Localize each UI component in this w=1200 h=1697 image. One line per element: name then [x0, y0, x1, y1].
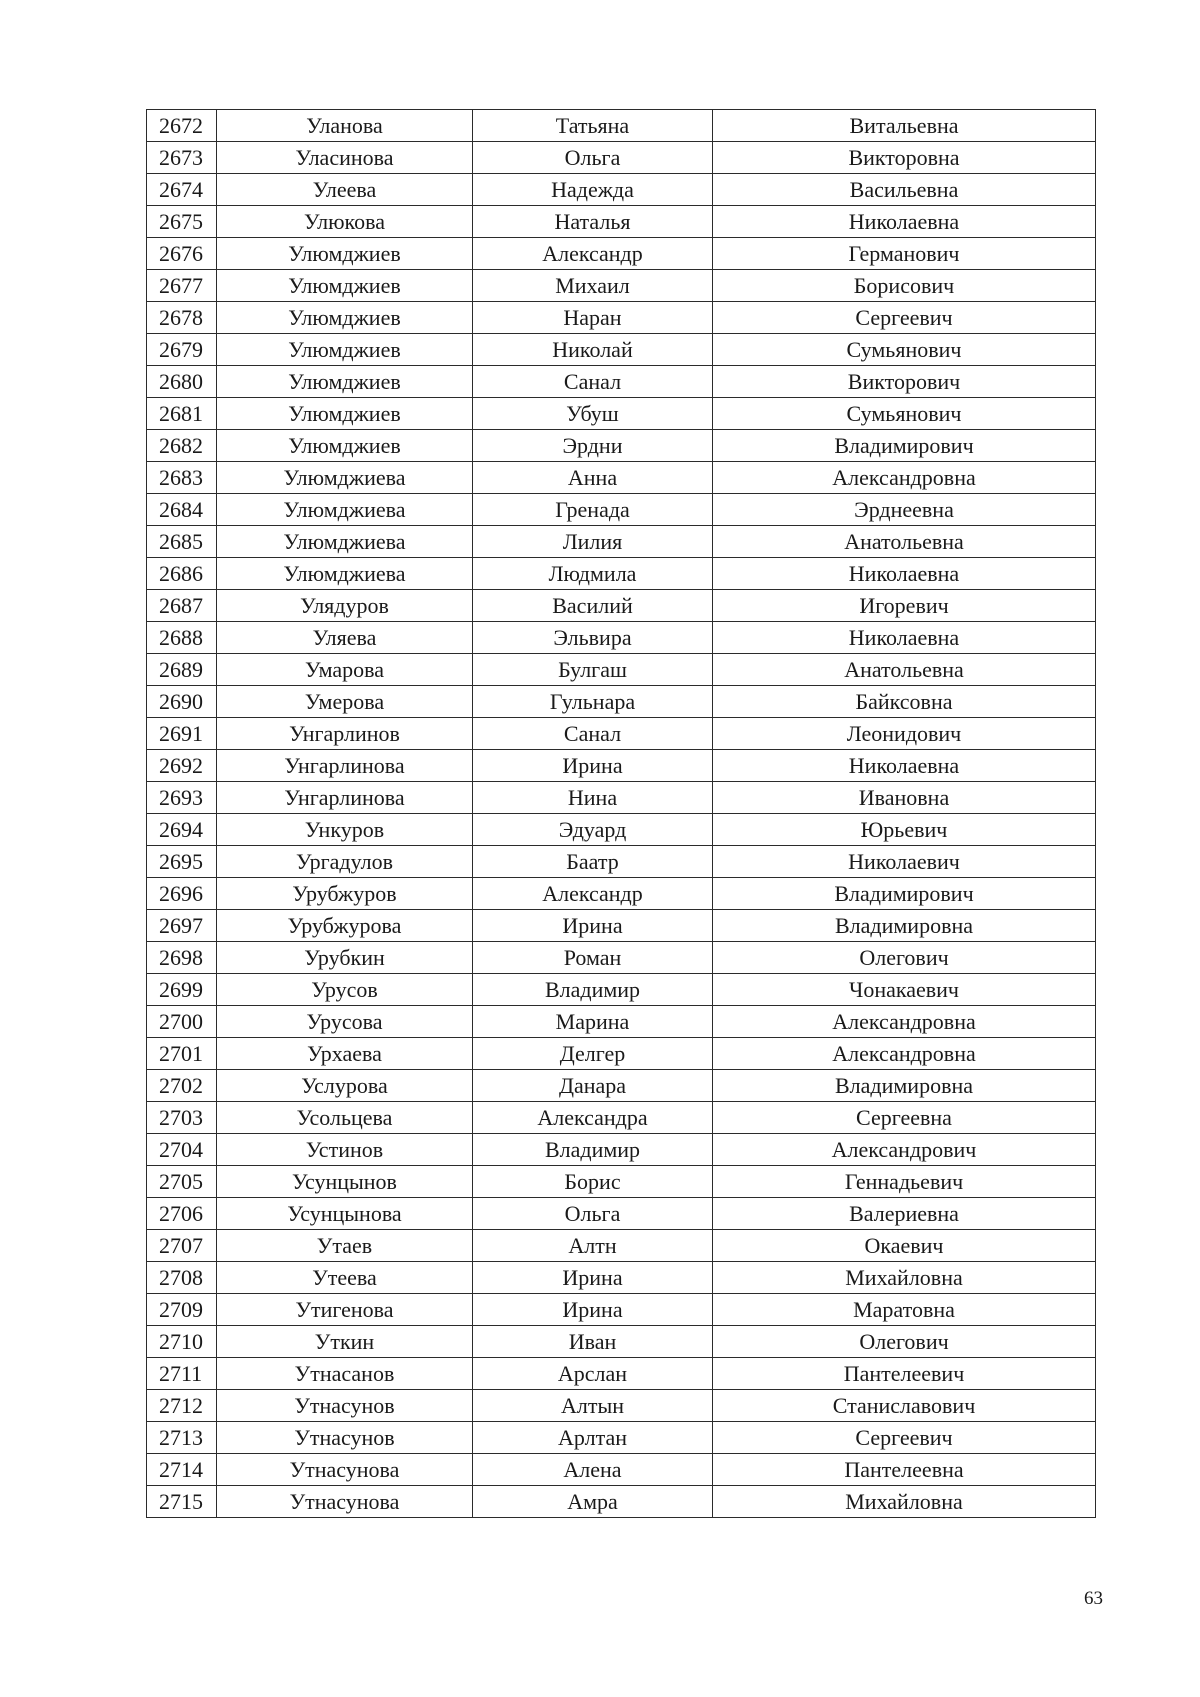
row-number-cell: 2714 [147, 1454, 217, 1486]
last-name-cell: Утаев [217, 1230, 473, 1262]
first-name-cell: Михаил [473, 270, 713, 302]
last-name-cell: Улюмджиев [217, 366, 473, 398]
first-name-cell: Данара [473, 1070, 713, 1102]
patronymic-cell: Сергеевна [713, 1102, 1096, 1134]
patronymic-cell: Сергеевич [713, 302, 1096, 334]
last-name-cell: Улеева [217, 174, 473, 206]
patronymic-cell: Николаевна [713, 750, 1096, 782]
row-number-cell: 2677 [147, 270, 217, 302]
table-row [147, 622, 1096, 654]
roster-body [147, 110, 1096, 1518]
patronymic-cell: Олегович [713, 1326, 1096, 1358]
table-row [147, 1198, 1096, 1230]
patronymic-cell: Васильевна [713, 174, 1096, 206]
patronymic-cell: Владимировна [713, 1070, 1096, 1102]
first-name-cell: Борис [473, 1166, 713, 1198]
patronymic-cell: Пантелеевич [713, 1358, 1096, 1390]
table-row [147, 1390, 1096, 1422]
table-row [147, 430, 1096, 462]
patronymic-cell: Борисович [713, 270, 1096, 302]
first-name-cell: Марина [473, 1006, 713, 1038]
table-row [147, 366, 1096, 398]
patronymic-cell: Валериевна [713, 1198, 1096, 1230]
patronymic-cell: Александровна [713, 1038, 1096, 1070]
table-row [147, 846, 1096, 878]
table-row [147, 686, 1096, 718]
first-name-cell: Александр [473, 878, 713, 910]
table-row [147, 1486, 1096, 1518]
patronymic-cell: Витальевна [713, 110, 1096, 142]
patronymic-cell: Николаевна [713, 558, 1096, 590]
row-number-cell: 2692 [147, 750, 217, 782]
first-name-cell: Ольга [473, 142, 713, 174]
last-name-cell: Услурова [217, 1070, 473, 1102]
patronymic-cell: Александрович [713, 1134, 1096, 1166]
table-row [147, 1102, 1096, 1134]
row-number-cell: 2704 [147, 1134, 217, 1166]
patronymic-cell: Николаевич [713, 846, 1096, 878]
row-number-cell: 2707 [147, 1230, 217, 1262]
row-number-cell: 2683 [147, 462, 217, 494]
row-number-cell: 2702 [147, 1070, 217, 1102]
last-name-cell: Улядуров [217, 590, 473, 622]
patronymic-cell: Сумьянович [713, 398, 1096, 430]
table-row [147, 878, 1096, 910]
table-row [147, 270, 1096, 302]
table-row [147, 1294, 1096, 1326]
patronymic-cell: Анатольевна [713, 654, 1096, 686]
first-name-cell: Эдуард [473, 814, 713, 846]
last-name-cell: Устинов [217, 1134, 473, 1166]
patronymic-cell: Викторовна [713, 142, 1096, 174]
patronymic-cell: Александровна [713, 1006, 1096, 1038]
first-name-cell: Роман [473, 942, 713, 974]
row-number-cell: 2696 [147, 878, 217, 910]
first-name-cell: Алтын [473, 1390, 713, 1422]
first-name-cell: Надежда [473, 174, 713, 206]
first-name-cell: Ольга [473, 1198, 713, 1230]
table-row [147, 1454, 1096, 1486]
last-name-cell: Уласинова [217, 142, 473, 174]
table-row [147, 1358, 1096, 1390]
last-name-cell: Улюмджиева [217, 526, 473, 558]
last-name-cell: Утнасунова [217, 1454, 473, 1486]
first-name-cell: Наталья [473, 206, 713, 238]
row-number-cell: 2673 [147, 142, 217, 174]
last-name-cell: Улюкова [217, 206, 473, 238]
first-name-cell: Гренада [473, 494, 713, 526]
row-number-cell: 2706 [147, 1198, 217, 1230]
row-number-cell: 2698 [147, 942, 217, 974]
last-name-cell: Улюмджиев [217, 430, 473, 462]
last-name-cell: Усольцева [217, 1102, 473, 1134]
last-name-cell: Умарова [217, 654, 473, 686]
row-number-cell: 2699 [147, 974, 217, 1006]
patronymic-cell: Владимирович [713, 878, 1096, 910]
row-number-cell: 2701 [147, 1038, 217, 1070]
patronymic-cell: Байксовна [713, 686, 1096, 718]
last-name-cell: Урусов [217, 974, 473, 1006]
row-number-cell: 2679 [147, 334, 217, 366]
last-name-cell: Улюмджиева [217, 558, 473, 590]
table-row [147, 718, 1096, 750]
patronymic-cell: Владимирович [713, 430, 1096, 462]
first-name-cell: Николай [473, 334, 713, 366]
last-name-cell: Улюмджиев [217, 302, 473, 334]
last-name-cell: Урубкин [217, 942, 473, 974]
table-row [147, 750, 1096, 782]
row-number-cell: 2681 [147, 398, 217, 430]
row-number-cell: 2672 [147, 110, 217, 142]
first-name-cell: Татьяна [473, 110, 713, 142]
last-name-cell: Унгарлинова [217, 750, 473, 782]
first-name-cell: Ирина [473, 1262, 713, 1294]
last-name-cell: Улюмджиев [217, 398, 473, 430]
table-row [147, 1326, 1096, 1358]
first-name-cell: Арлтан [473, 1422, 713, 1454]
last-name-cell: Утнасунова [217, 1486, 473, 1518]
row-number-cell: 2684 [147, 494, 217, 526]
table-row [147, 1006, 1096, 1038]
row-number-cell: 2688 [147, 622, 217, 654]
patronymic-cell: Ивановна [713, 782, 1096, 814]
first-name-cell: Иван [473, 1326, 713, 1358]
last-name-cell: Уланова [217, 110, 473, 142]
row-number-cell: 2678 [147, 302, 217, 334]
table-row [147, 206, 1096, 238]
table-row [147, 1038, 1096, 1070]
row-number-cell: 2715 [147, 1486, 217, 1518]
patronymic-cell: Маратовна [713, 1294, 1096, 1326]
table-row [147, 558, 1096, 590]
patronymic-cell: Геннадьевич [713, 1166, 1096, 1198]
first-name-cell: Алена [473, 1454, 713, 1486]
row-number-cell: 2676 [147, 238, 217, 270]
table-row [147, 1166, 1096, 1198]
first-name-cell: Ирина [473, 1294, 713, 1326]
row-number-cell: 2695 [147, 846, 217, 878]
table-row [147, 1422, 1096, 1454]
roster-table [146, 109, 1096, 1518]
row-number-cell: 2708 [147, 1262, 217, 1294]
last-name-cell: Улюмджиев [217, 334, 473, 366]
table-row [147, 910, 1096, 942]
table-row [147, 142, 1096, 174]
patronymic-cell: Сергеевич [713, 1422, 1096, 1454]
first-name-cell: Гульнара [473, 686, 713, 718]
first-name-cell: Делгер [473, 1038, 713, 1070]
last-name-cell: Урубжурова [217, 910, 473, 942]
table-row [147, 174, 1096, 206]
row-number-cell: 2710 [147, 1326, 217, 1358]
row-number-cell: 2694 [147, 814, 217, 846]
first-name-cell: Баатр [473, 846, 713, 878]
row-number-cell: 2711 [147, 1358, 217, 1390]
patronymic-cell: Михайловна [713, 1486, 1096, 1518]
table-row [147, 782, 1096, 814]
table-row [147, 110, 1096, 142]
last-name-cell: Улюмджиева [217, 494, 473, 526]
patronymic-cell: Николаевна [713, 206, 1096, 238]
table-row [147, 1230, 1096, 1262]
first-name-cell: Эрдни [473, 430, 713, 462]
last-name-cell: Ункуров [217, 814, 473, 846]
last-name-cell: Умерова [217, 686, 473, 718]
row-number-cell: 2674 [147, 174, 217, 206]
row-number-cell: 2690 [147, 686, 217, 718]
first-name-cell: Амра [473, 1486, 713, 1518]
row-number-cell: 2693 [147, 782, 217, 814]
row-number-cell: 2703 [147, 1102, 217, 1134]
row-number-cell: 2712 [147, 1390, 217, 1422]
patronymic-cell: Владимировна [713, 910, 1096, 942]
last-name-cell: Утнасунов [217, 1390, 473, 1422]
table-row [147, 334, 1096, 366]
table-row [147, 398, 1096, 430]
first-name-cell: Санал [473, 718, 713, 750]
last-name-cell: Уляева [217, 622, 473, 654]
patronymic-cell: Станиславович [713, 1390, 1096, 1422]
first-name-cell: Александра [473, 1102, 713, 1134]
last-name-cell: Улюмджиев [217, 270, 473, 302]
first-name-cell: Булгаш [473, 654, 713, 686]
last-name-cell: Унгарлинова [217, 782, 473, 814]
first-name-cell: Арслан [473, 1358, 713, 1390]
first-name-cell: Санал [473, 366, 713, 398]
row-number-cell: 2680 [147, 366, 217, 398]
last-name-cell: Унгарлинов [217, 718, 473, 750]
last-name-cell: Улюмджиев [217, 238, 473, 270]
first-name-cell: Эльвира [473, 622, 713, 654]
last-name-cell: Улюмджиева [217, 462, 473, 494]
row-number-cell: 2687 [147, 590, 217, 622]
last-name-cell: Утнасунов [217, 1422, 473, 1454]
row-number-cell: 2675 [147, 206, 217, 238]
first-name-cell: Убуш [473, 398, 713, 430]
last-name-cell: Урхаева [217, 1038, 473, 1070]
row-number-cell: 2709 [147, 1294, 217, 1326]
table-row [147, 302, 1096, 334]
last-name-cell: Усунцынова [217, 1198, 473, 1230]
table-row [147, 494, 1096, 526]
last-name-cell: Ургадулов [217, 846, 473, 878]
table-row [147, 590, 1096, 622]
patronymic-cell: Михайловна [713, 1262, 1096, 1294]
last-name-cell: Усунцынов [217, 1166, 473, 1198]
last-name-cell: Утигенова [217, 1294, 473, 1326]
first-name-cell: Ирина [473, 750, 713, 782]
patronymic-cell: Николаевна [713, 622, 1096, 654]
last-name-cell: Уткин [217, 1326, 473, 1358]
patronymic-cell: Игоревич [713, 590, 1096, 622]
patronymic-cell: Сумьянович [713, 334, 1096, 366]
first-name-cell: Лилия [473, 526, 713, 558]
last-name-cell: Утеева [217, 1262, 473, 1294]
row-number-cell: 2685 [147, 526, 217, 558]
first-name-cell: Владимир [473, 1134, 713, 1166]
patronymic-cell: Чонакаевич [713, 974, 1096, 1006]
table-row [147, 974, 1096, 1006]
first-name-cell: Александр [473, 238, 713, 270]
first-name-cell: Алтн [473, 1230, 713, 1262]
last-name-cell: Урубжуров [217, 878, 473, 910]
patronymic-cell: Юрьевич [713, 814, 1096, 846]
row-number-cell: 2691 [147, 718, 217, 750]
table-row [147, 462, 1096, 494]
patronymic-cell: Окаевич [713, 1230, 1096, 1262]
table-row [147, 238, 1096, 270]
first-name-cell: Анна [473, 462, 713, 494]
patronymic-cell: Викторович [713, 366, 1096, 398]
row-number-cell: 2705 [147, 1166, 217, 1198]
row-number-cell: 2713 [147, 1422, 217, 1454]
row-number-cell: 2700 [147, 1006, 217, 1038]
last-name-cell: Урусова [217, 1006, 473, 1038]
table-row [147, 1262, 1096, 1294]
page-number: 63 [1084, 1588, 1103, 1609]
last-name-cell: Утнасанов [217, 1358, 473, 1390]
table-row [147, 814, 1096, 846]
patronymic-cell: Германович [713, 238, 1096, 270]
table-row [147, 1134, 1096, 1166]
table-row [147, 526, 1096, 558]
patronymic-cell: Олегович [713, 942, 1096, 974]
table-row [147, 654, 1096, 686]
patronymic-cell: Александровна [713, 462, 1096, 494]
table-row [147, 942, 1096, 974]
patronymic-cell: Пантелеевна [713, 1454, 1096, 1486]
first-name-cell: Василий [473, 590, 713, 622]
row-number-cell: 2697 [147, 910, 217, 942]
patronymic-cell: Эрднеевна [713, 494, 1096, 526]
patronymic-cell: Анатольевна [713, 526, 1096, 558]
row-number-cell: 2682 [147, 430, 217, 462]
first-name-cell: Людмила [473, 558, 713, 590]
first-name-cell: Наран [473, 302, 713, 334]
table-row [147, 1070, 1096, 1102]
row-number-cell: 2686 [147, 558, 217, 590]
row-number-cell: 2689 [147, 654, 217, 686]
first-name-cell: Нина [473, 782, 713, 814]
patronymic-cell: Леонидович [713, 718, 1096, 750]
first-name-cell: Владимир [473, 974, 713, 1006]
first-name-cell: Ирина [473, 910, 713, 942]
